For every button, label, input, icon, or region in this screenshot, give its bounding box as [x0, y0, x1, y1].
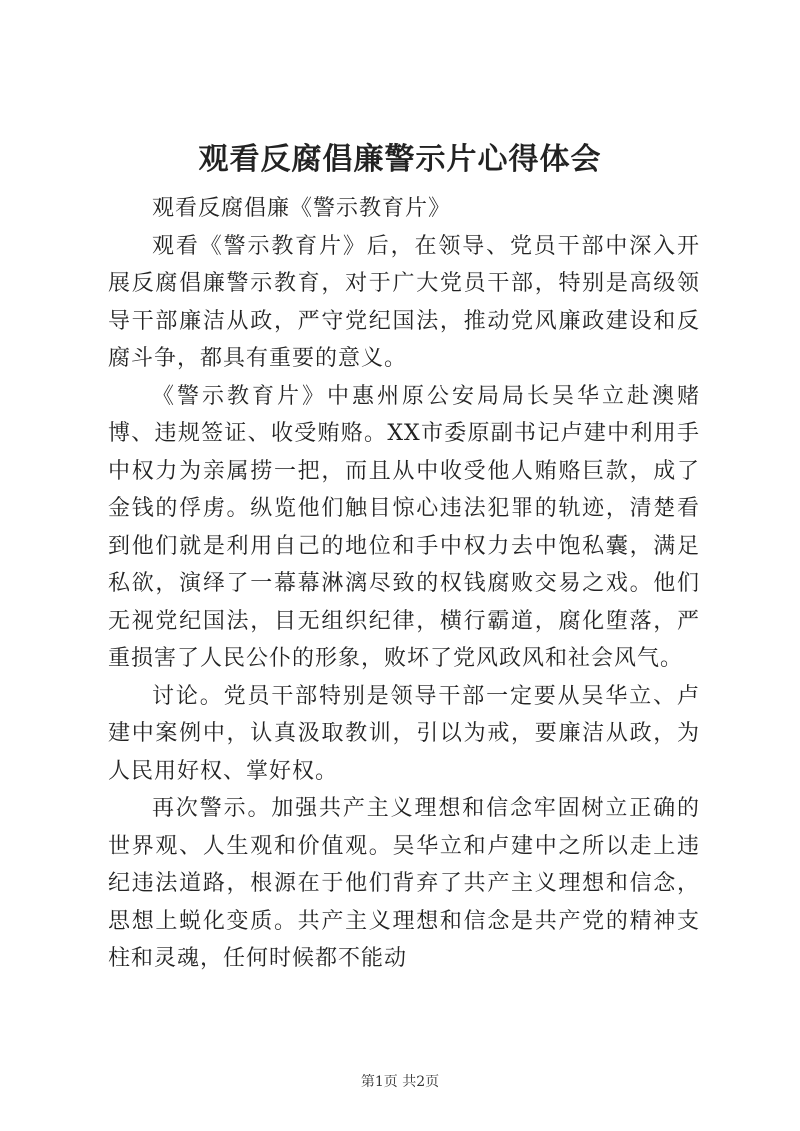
- paragraph-warning: 再次警示。加强共产主义理想和信念牢固树立正确的世界观、人生观和价值观。吴华立和卢建中之所以走上违纪违法道路，根源在于他们背弃了共产主义理想和信念，思想上蜕化变质。共产主义理想和信念是共产党的精神支柱和灵魂，任何时候都不能动: [108, 796, 700, 971]
- document-body: [108, 190, 700, 978]
- paragraph-case: 《警示教育片》中惠州原公安局局长吴华立赴澳赌博、违规签证、收受贿赂。XX市委原副书记卢建中利用手中权力为亲属捞一把，而且从中收受他人贿赂巨款，成了金钱的俘虏。纵览他们触目惊心违法犯罪的轨迹，清楚看到他们就是利用自己的地位和手中权力去中饱私囊，满足私欲，演绎了一幕幕淋漓尽致的权钱腐败交易之戏。他们无视党纪国法，目无组织纪律，横行霸道，腐化堕落，严重损害了人民公仆的形象，败坏了党风政风和社会风气。: [108, 383, 700, 671]
- page-number-footer: 第1页 共2页: [360, 1074, 440, 1090]
- paragraph-intro: 观看《警示教育片》后，在领导、党员干部中深入开展反腐倡廉警示教育，对于广大党员干部，特别是高级领导干部廉洁从政，严守党纪国法，推动党风廉政建设和反腐斗争，都具有重要的意义。: [108, 233, 700, 371]
- paragraph-discussion: 讨论。党员干部特别是领导干部一定要从吴华立、卢建中案例中，认真汲取教训，引以为戒，要廉洁从政，为人民用好权、掌好权。: [108, 683, 700, 784]
- document-title: 观看反腐倡廉警示片心得体会: [198, 142, 602, 177]
- paragraph-subtitle: 观看反腐倡廉《警示教育片》: [152, 196, 452, 221]
